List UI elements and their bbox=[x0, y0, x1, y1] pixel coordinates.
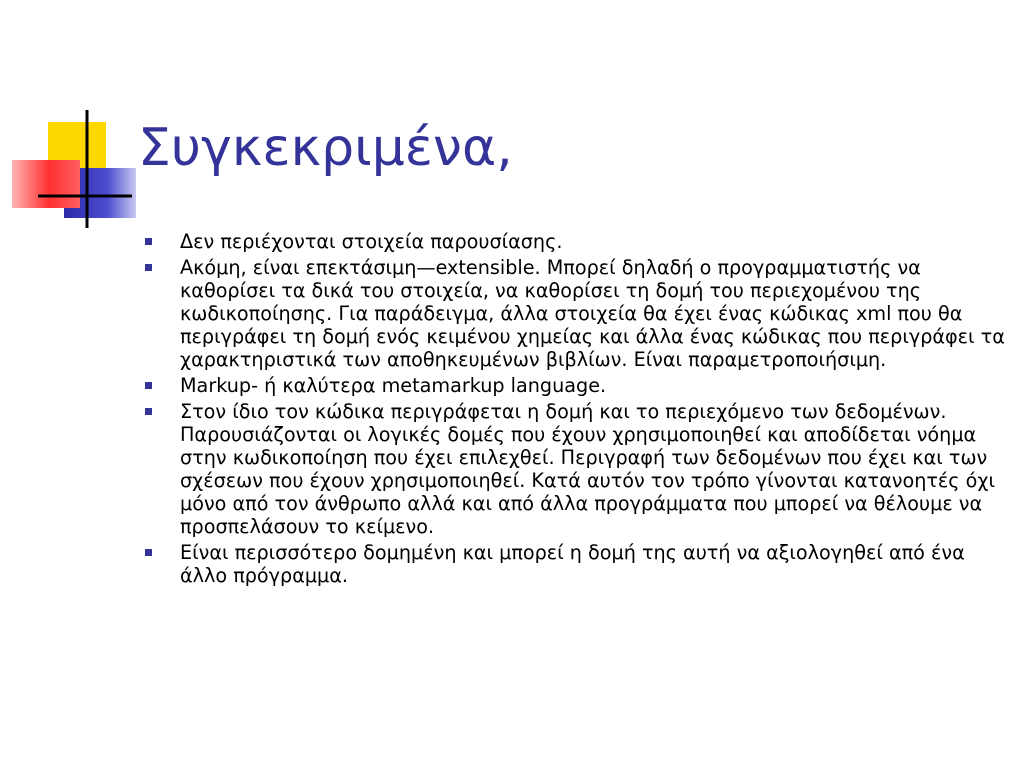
list-item bbox=[145, 541, 1005, 587]
bullet-text: Δεν περιέχονται στοιχεία παρουσίασης. bbox=[180, 230, 563, 253]
square-bullet-icon bbox=[145, 408, 152, 415]
logo-red-square bbox=[12, 160, 80, 208]
decorative-squares-logo bbox=[0, 0, 140, 240]
bullet-list bbox=[145, 230, 1005, 590]
list-item bbox=[145, 256, 1005, 371]
bullet-text: Markup- ή καλύτερα metamarkup language. bbox=[180, 374, 607, 397]
bullet-text: Είναι περισσότερο δομημένη και μπορεί η δομή της αυτή να αξιολογηθεί από ένα άλλο πρόγραμμα. bbox=[180, 541, 965, 587]
list-item bbox=[145, 400, 1005, 538]
square-bullet-icon bbox=[145, 382, 152, 389]
square-bullet-icon bbox=[145, 238, 152, 245]
list-item bbox=[145, 230, 1005, 253]
list-item bbox=[145, 374, 1005, 397]
square-bullet-icon bbox=[145, 549, 152, 556]
bullet-text: Ακόμη, είναι επεκτάσιμη—extensible. Μπορεί δηλαδή ο προγραμματιστής να καθορίσει τα δικά του στοιχεία, να καθορίσει τη δομή του περιεχομένου της κωδικοποίησης. Για παράδειγμα, άλλα στοιχεία θα έχει ένας κώδικας xml που θα περιγράφει τη δομή ενός κειμένου χημείας και άλλα ένας κώδικας που περιγράφει τα χαρακτηριστικά των αποθηκευμένων βιβλίων. Είναι παραμετροποιήσιμη. bbox=[180, 256, 1005, 371]
square-bullet-icon bbox=[145, 264, 152, 271]
bullet-text: Στον ίδιο τον κώδικα περιγράφεται η δομή και το περιεχόμενο των δεδομένων. Παρουσιάζονται οι λογικές δομές που έχουν χρησιμοποιηθεί και αποδίδεται νόημα στην κωδικοποίηση που έχει επιλεχθεί. Περιγραφή των δεδομένων που έχει και των σχέσεων που έχουν χρησιμοποιηθεί. Κατά αυτόν τον τρόπο γίνονται κατανοητές όχι μόνο από τον άνθρωπο αλλά και από άλλα προγράμματα που μπορεί να θέλουμε να προσπελάσουν το κείμενο. bbox=[180, 400, 995, 538]
slide-title: Συγκεκριμένα, bbox=[138, 118, 513, 178]
